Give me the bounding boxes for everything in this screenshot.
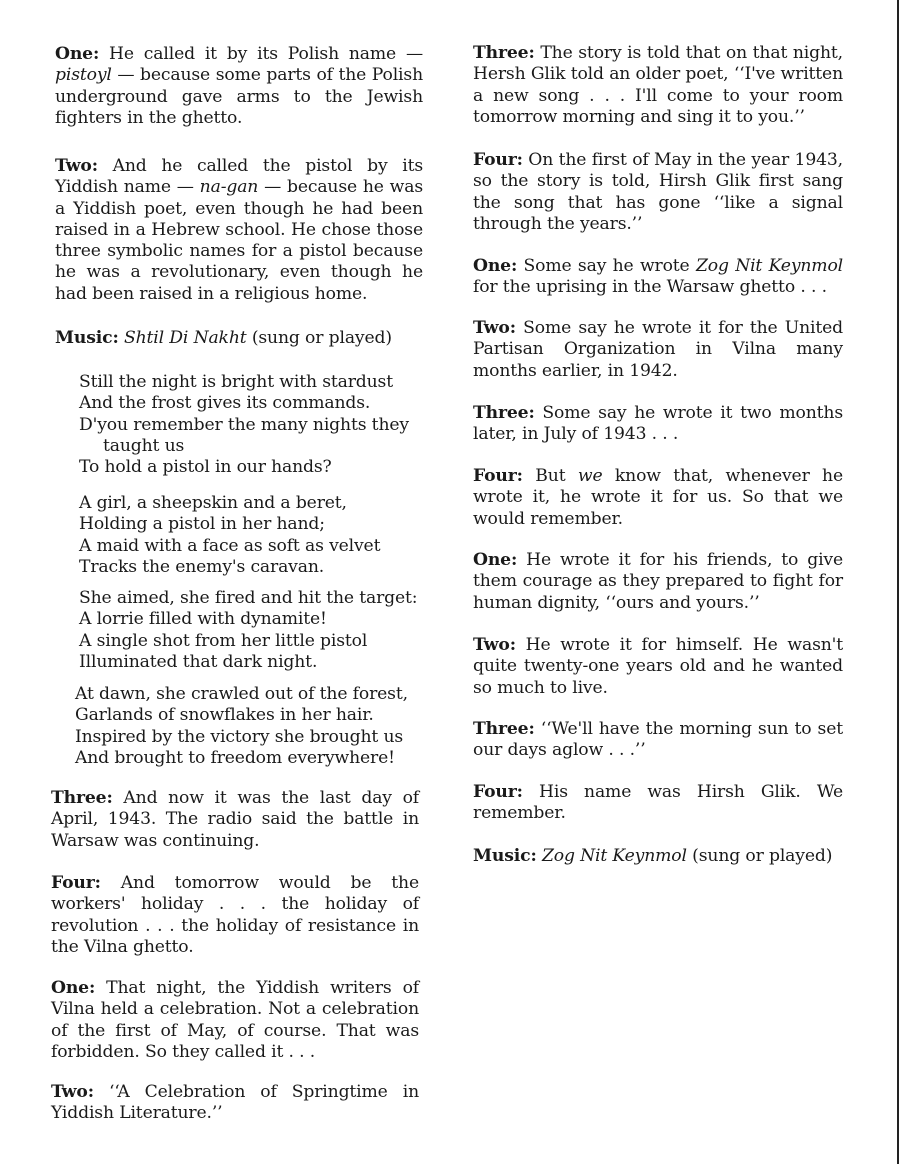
speaker-label: Four: xyxy=(473,782,523,802)
song-title: Zog Nit Keynmol xyxy=(541,846,687,866)
paragraph-text: And he called the pistol by its Yiddish name — xyxy=(55,156,423,198)
speaker-label: Music: xyxy=(473,846,537,866)
paragraph-text: know that, whenever he wrote it, he wrote it for us. So that we would remember. xyxy=(473,466,843,529)
speaker-label: Four: xyxy=(473,466,523,486)
verse-line: A girl, a sheepskin and a beret, xyxy=(79,493,347,513)
paragraph-two-united-partisan xyxy=(473,318,843,382)
paragraph-two-nagan xyxy=(55,156,423,305)
speaker-label: One: xyxy=(51,978,96,998)
speaker-label: Two: xyxy=(55,156,98,176)
speaker-label: Three: xyxy=(473,403,535,423)
paragraph-three-july-1943 xyxy=(473,403,843,446)
paragraph-one-celebration xyxy=(51,978,419,1063)
paragraph-text: His name was Hirsh Glik. We remember. xyxy=(473,782,843,824)
verse-line: D'you remember the many nights they xyxy=(79,414,409,435)
speaker-label: Two: xyxy=(473,318,516,338)
speaker-label: One: xyxy=(473,550,518,570)
speaker-label: Music: xyxy=(55,328,119,348)
verse-line: At dawn, she crawled out of the forest, xyxy=(75,684,408,704)
paragraph-one-friends xyxy=(473,550,843,614)
right-border-rule xyxy=(897,0,899,1164)
paragraph-text: On the first of May in the year 1943, so the story is told, Hirsh Glik first sang the song that has gone ‘‘like a signal through the years.’’ xyxy=(473,150,843,234)
speaker-label: Four: xyxy=(473,150,523,170)
paragraph-text: Some say he wrote xyxy=(517,256,696,276)
verse-line: A single shot from her little pistol xyxy=(79,630,368,651)
verse-line: Holding a pistol in her hand; xyxy=(79,514,325,535)
paragraph-four-hirsh-glik xyxy=(473,782,843,825)
speaker-label: Two: xyxy=(473,635,516,655)
italic-term: we xyxy=(577,466,603,486)
paragraph-text: He called it by its Polish name — xyxy=(99,44,423,64)
paragraph-four-we-know xyxy=(473,466,843,530)
italic-term: pistoyl xyxy=(55,65,112,86)
verse-line: Still the night is bright with stardust xyxy=(79,372,393,392)
speaker-label: Three: xyxy=(473,43,535,63)
paragraph-text: But xyxy=(522,466,578,486)
song-title: Shtil Di Nakht xyxy=(123,328,247,348)
verse-stanza-1 xyxy=(79,372,439,478)
paragraph-two-springtime xyxy=(51,1082,419,1125)
paragraph-text: He wrote it for his friends, to give them courage as they prepared to fight for human dignity, ‘‘ours and yours.’’ xyxy=(473,550,843,613)
verse-line: And brought to freedom everywhere! xyxy=(75,747,395,768)
paragraph-text: ‘‘We'll have the morning sun to set our days aglow . . .’’ xyxy=(473,719,843,761)
paragraph-text: And now it was the last day of April, 1943. The radio said the battle in Warsaw was continuing. xyxy=(51,788,419,851)
music-cue-shtil-di-nakht xyxy=(55,328,423,349)
verse-line: And the frost gives its commands. xyxy=(79,393,371,414)
verse-line: A maid with a face as soft as velvet xyxy=(79,535,381,556)
paragraph-text: (sung or played) xyxy=(246,328,392,348)
paragraph-text: He wrote it for himself. He wasn't quite twenty-one years old and he wanted so much to live. xyxy=(473,635,843,698)
paragraph-three-story-told xyxy=(473,43,843,128)
paragraph-three-morning-sun xyxy=(473,719,843,762)
italic-term: na-gan xyxy=(199,177,259,198)
verse-stanza-4 xyxy=(75,684,435,769)
verse-stanza-3 xyxy=(79,588,439,673)
paragraph-one-warsaw-uprising xyxy=(473,256,843,299)
paragraph-text: for the uprising in the Warsaw ghetto . . . xyxy=(473,277,827,298)
paragraph-text: The story is told that on that night, Hersh Glik told an older poet, ‘‘I've written a new song . . . I'll come to your room tomorrow morning and sing it to you.’’ xyxy=(473,43,843,127)
verse-line: To hold a pistol in our hands? xyxy=(79,457,332,478)
speaker-label: Three: xyxy=(51,788,113,808)
speaker-label: One: xyxy=(473,256,518,276)
paragraph-four-first-of-may xyxy=(473,150,843,235)
paragraph-text: — because he was a Yiddish poet, even though he had been raised in a Hebrew school. He chose those three symbolic names for a pistol because he was a revolutionary, even though he had been raised in a religious home. xyxy=(55,177,423,304)
paragraph-text: — because some parts of the Polish underground gave arms to the Jewish fighters in the ghetto. xyxy=(55,65,423,128)
verse-line: Inspired by the victory she brought us xyxy=(75,726,404,747)
verse-line: taught us xyxy=(103,435,185,456)
paragraph-four-workers-holiday xyxy=(51,873,419,958)
paragraph-text: That night, the Yiddish writers of Vilna held a celebration. Not a celebration of the first of May, of course. That was forbidden. So they called it . . . xyxy=(51,978,419,1062)
verse-line: A lorrie filled with dynamite! xyxy=(79,609,327,630)
verse-line: Garlands of snowflakes in her hair. xyxy=(75,705,374,726)
verse-stanza-2 xyxy=(79,493,439,578)
verse-line: Tracks the enemy's caravan. xyxy=(79,556,325,577)
paragraph-text: Some say he wrote it for the United Partisan Organization in Vilna many months earlier, in 1942. xyxy=(473,318,843,381)
paragraph-one-pistoyl xyxy=(55,44,423,129)
music-cue-zog-nit-keynmol xyxy=(473,846,843,867)
paragraph-text: ‘‘A Celebration of Springtime in Yiddish Literature.’’ xyxy=(51,1082,419,1124)
speaker-label: Three: xyxy=(473,719,535,739)
verse-line: Illuminated that dark night. xyxy=(79,651,318,672)
song-title: Zog Nit Keynmol xyxy=(695,256,844,276)
speaker-label: Four: xyxy=(51,873,101,893)
speaker-label: Two: xyxy=(51,1082,94,1102)
paragraph-text: (sung or played) xyxy=(686,846,833,866)
paragraph-three-last-day-april xyxy=(51,788,419,852)
paragraph-text: And tomorrow would be the workers' holiday . . . the holiday of revolution . . . the holiday of resistance in the Vilna ghetto. xyxy=(51,873,419,957)
verse-line: She aimed, she fired and hit the target: xyxy=(79,588,418,608)
paragraph-two-himself xyxy=(473,635,843,699)
speaker-label: One: xyxy=(55,44,100,64)
paragraph-text: Some say he wrote it two months later, in July of 1943 . . . xyxy=(473,403,843,445)
